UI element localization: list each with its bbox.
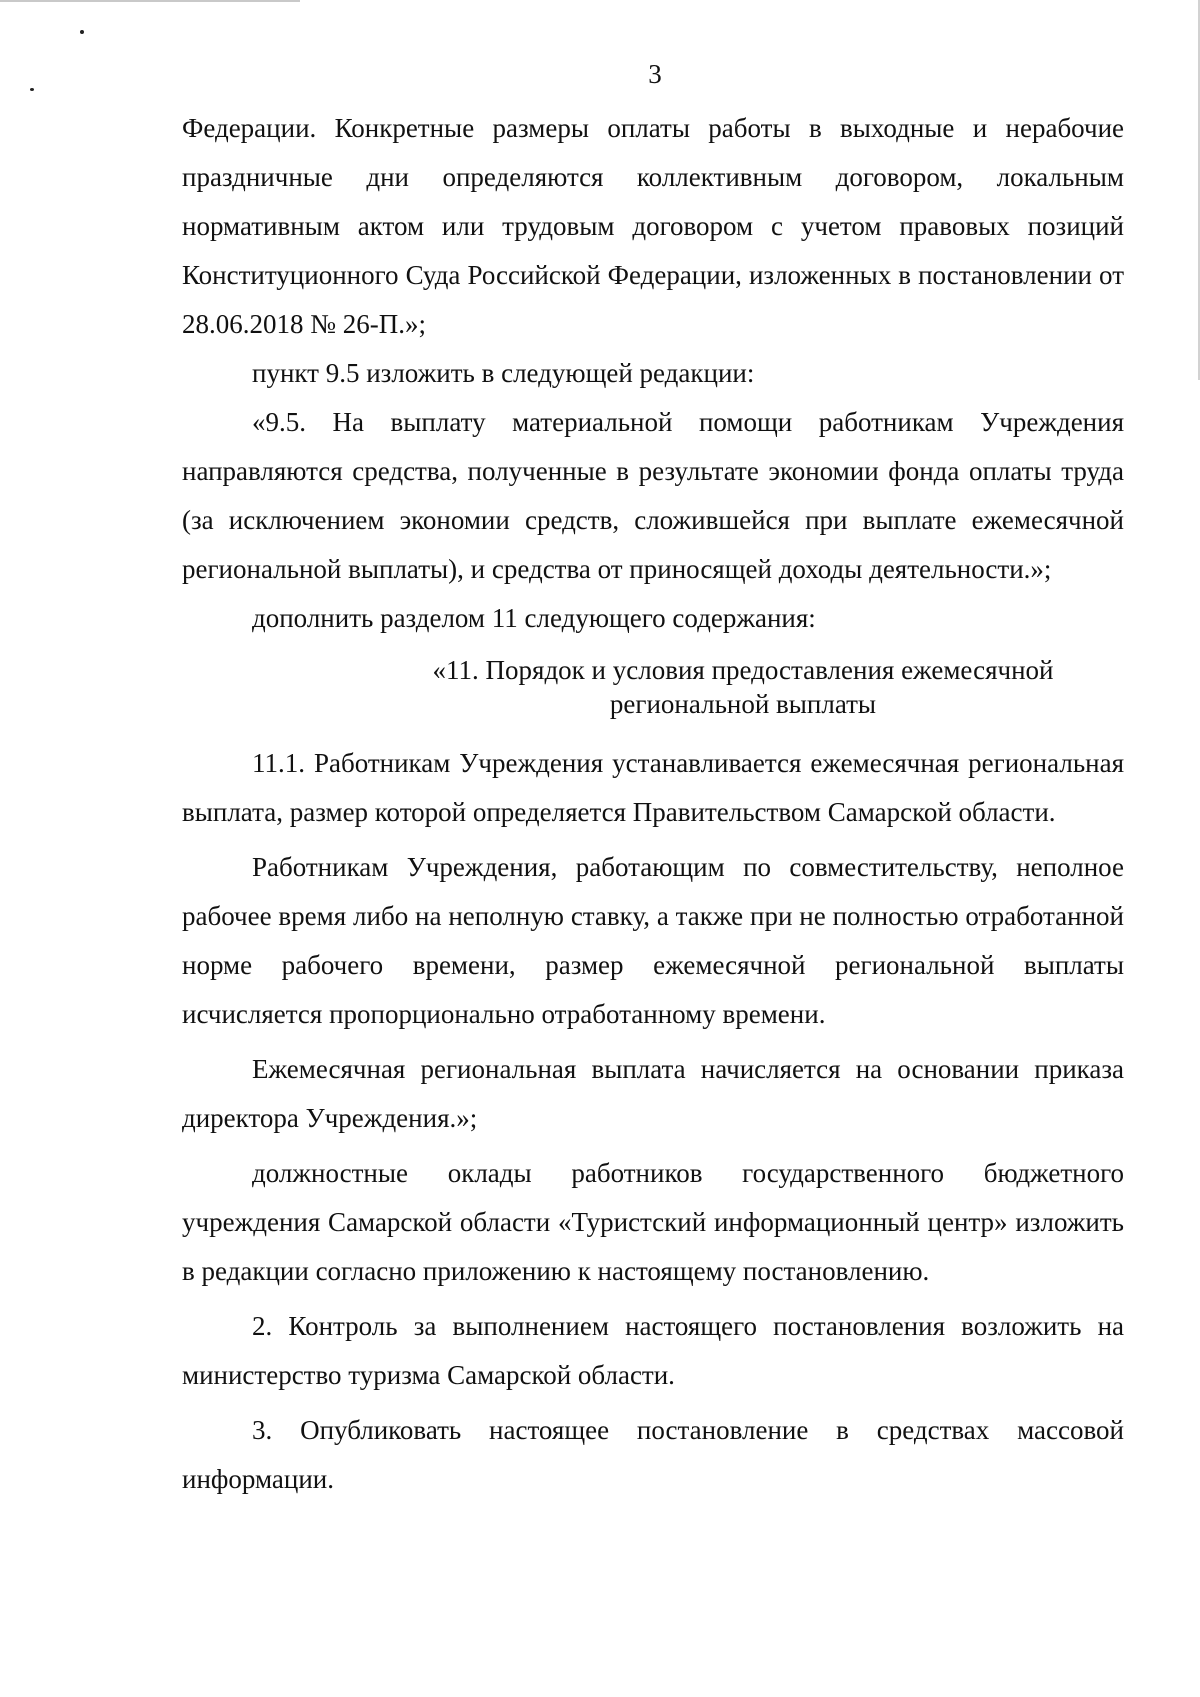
paragraph-amend-9-5-intro: пункт 9.5 изложить в следующей редакции: [252, 358, 755, 388]
paragraph-item-3-publish: 3. Опубликовать настоящее постановление в средствах массовой информации. [182, 1415, 1124, 1494]
document-body [182, 104, 1124, 1504]
scan-speck [80, 30, 84, 34]
section-heading-line1: «11. Порядок и условия предоставления ежемесячной [432, 655, 1054, 685]
scan-speck [30, 88, 34, 91]
paragraph-item-2-control: 2. Контроль за выполнением настоящего постановления возложить на министерство туризма Самарской области. [182, 1311, 1124, 1390]
paragraph-continuation: Федерации. Конкретные размеры оплаты работы в выходные и нерабочие праздничные дни определяются коллективным договором, локальным нормативным актом или трудовым договором с учетом правовых позиций Конституционного Суда Российской Федерации, изложенных в постановлении от 28.06.2018 № 26-П.»; [182, 113, 1124, 339]
paragraph-part-time: Работникам Учреждения, работающим по совместительству, неполное рабочее время либо на неполную ставку, а также при не полностью отработанной норме рабочего времени, размер ежемесячной региональной выплаты исчисляется пропорционально отработанному времени. [182, 852, 1124, 1029]
paragraph-clause-11-1: 11.1. Работникам Учреждения устанавливается ежемесячная региональная выплата, размер которой определяется Правительством Самарской области. [182, 748, 1124, 827]
page-number: 3 [648, 59, 662, 89]
section-heading [182, 653, 1124, 721]
section-heading-line2: региональной выплаты [609, 689, 877, 719]
paragraph-order-basis: Ежемесячная региональная выплата начисляется на основании приказа директора Учреждения.»; [182, 1054, 1124, 1133]
paragraph-clause-9-5: «9.5. На выплату материальной помощи работникам Учреждения направляются средства, полученные в результате экономии фонда оплаты труда (за исключением экономии средств, сложившейся при выплате ежемесячной региональной выплаты), и средства от приносящей доходы деятельности.»; [182, 407, 1124, 584]
paragraph-salaries: должностные оклады работников государственного бюджетного учреждения Самарской области «Туристский информационный центр» изложить в редакции согласно приложению к настоящему постановлению. [182, 1158, 1124, 1286]
scan-edge-top [0, 0, 300, 2]
paragraph-add-section-11: дополнить разделом 11 следующего содержания: [252, 603, 816, 633]
